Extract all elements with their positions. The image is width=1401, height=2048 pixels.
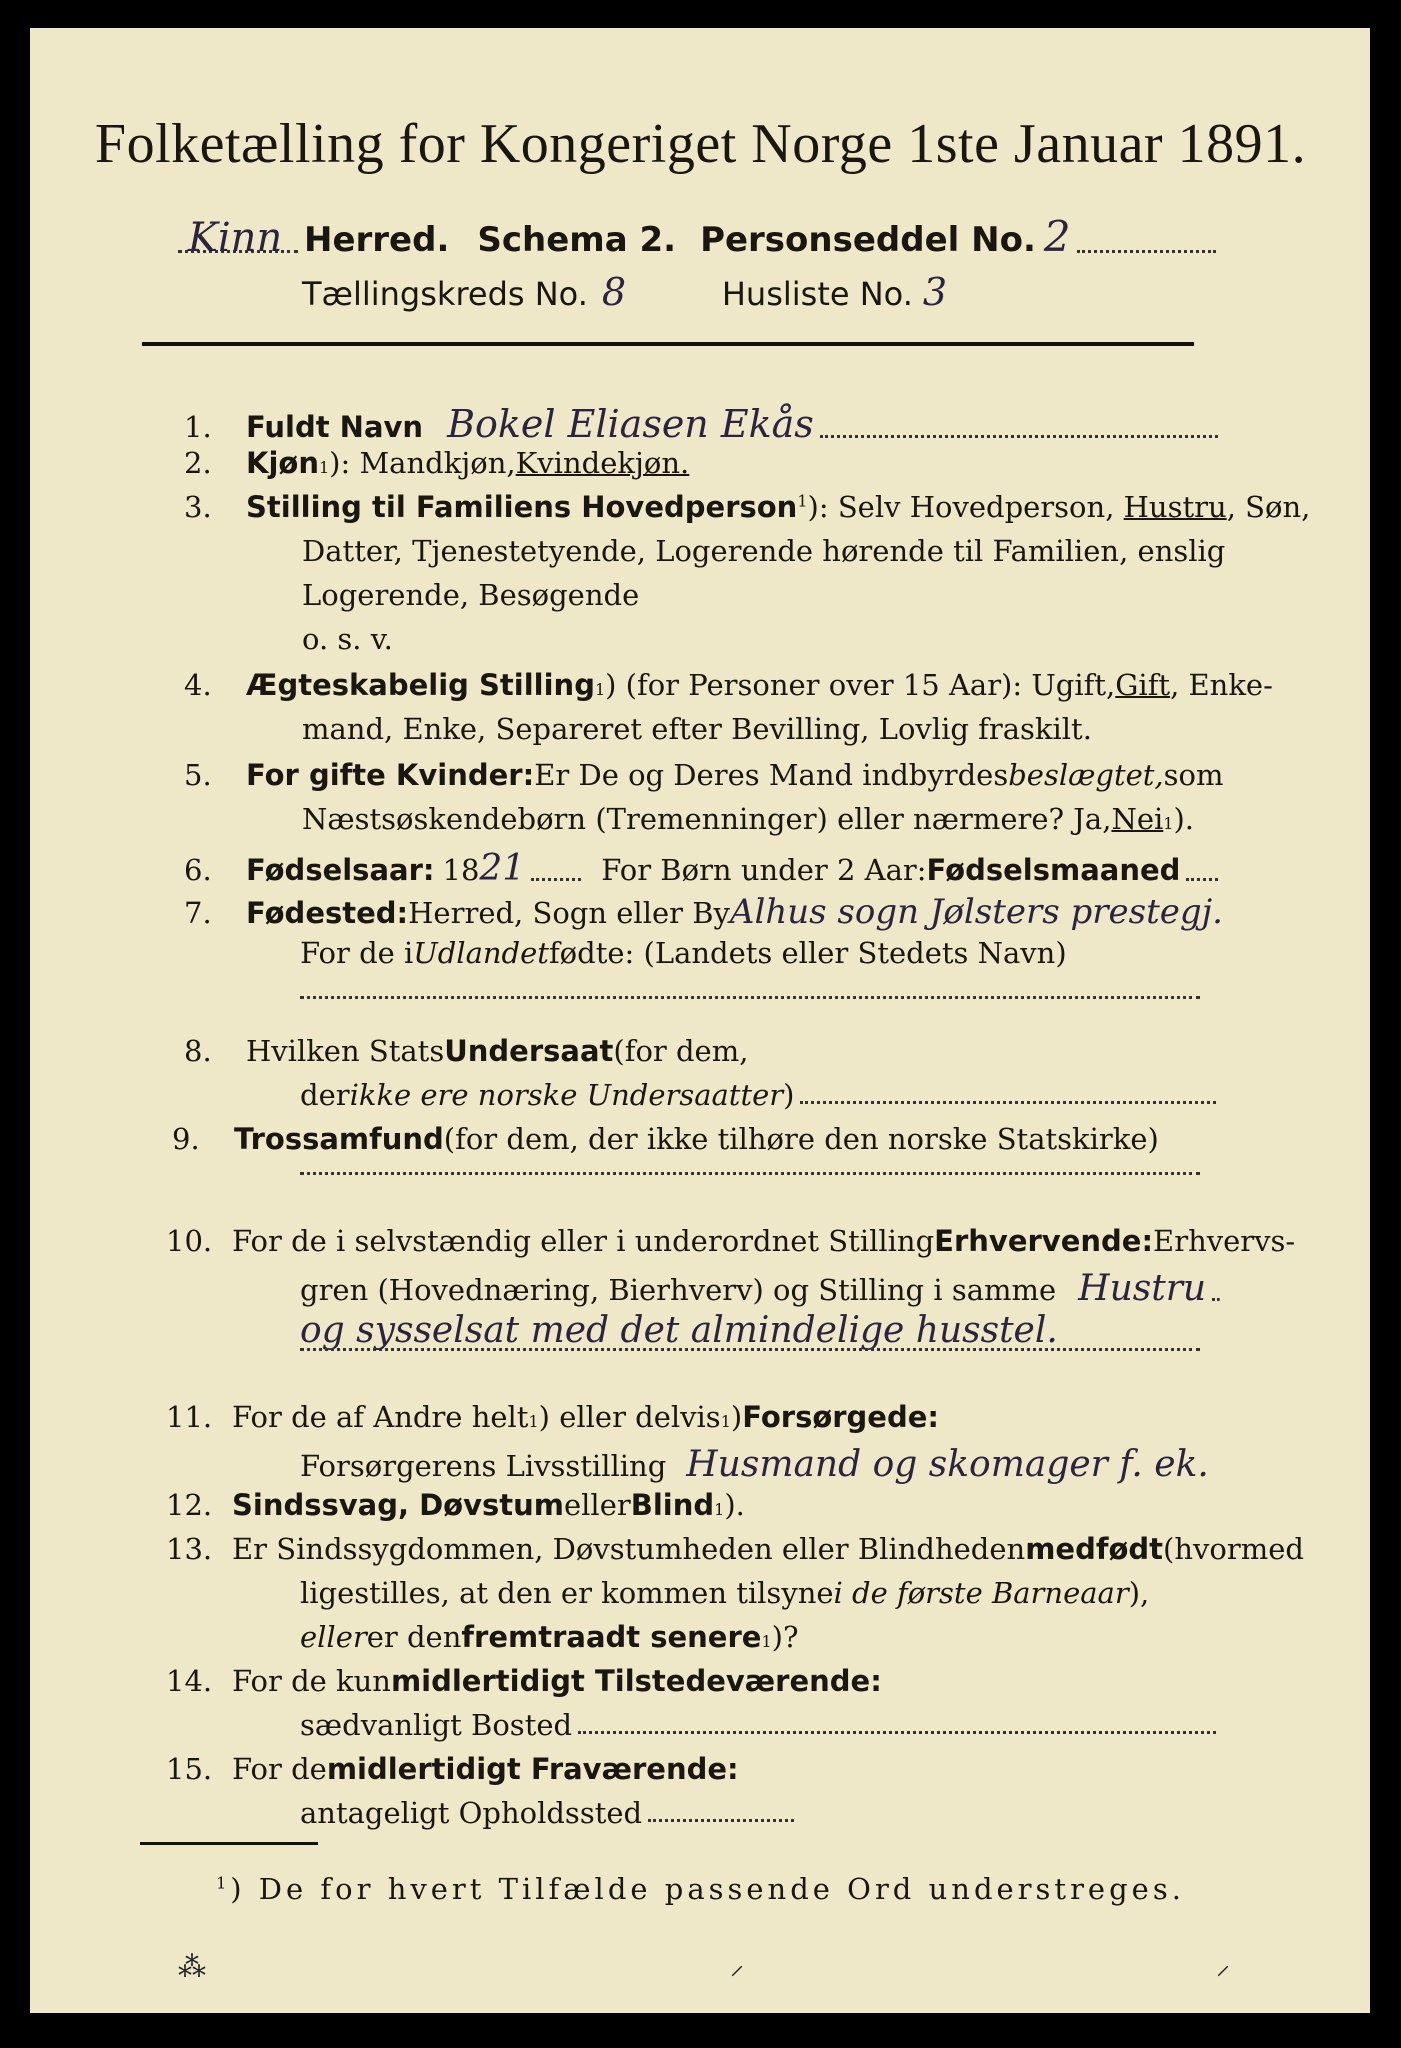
- field-text: ): [730, 1400, 743, 1434]
- field-text: i de første Barneaar: [833, 1576, 1129, 1610]
- field-number: 15.: [166, 1752, 213, 1786]
- herred-value: Kinn: [188, 215, 283, 261]
- field-text: (for dem, der ikke tilhøre den norske Statskirke): [443, 1122, 1159, 1156]
- field-15: [166, 1752, 739, 1786]
- field-text: der: [300, 1078, 350, 1112]
- field-text: beslægtet,: [1008, 758, 1164, 792]
- field-text: For de i selvstændig eller i underordnet Stilling: [232, 1224, 935, 1258]
- field-number: 14.: [166, 1664, 213, 1698]
- dots: [531, 878, 581, 881]
- footnote-ref: 1: [714, 1500, 725, 1519]
- dots: [1212, 1298, 1220, 1301]
- footnote-ref: 1: [318, 458, 330, 477]
- schema-label: Schema 2.: [477, 220, 677, 260]
- field-text: gren (Hovednæring, Bierhverv) og Stilling i samme: [300, 1273, 1057, 1307]
- tellingskreds-label: Tællingskreds No.: [302, 275, 588, 313]
- field-text: ) (for Personer over 15 Aar): Ugift,: [605, 668, 1116, 702]
- blank-line: [300, 1348, 1200, 1351]
- field-text: ikke ere norske Undersaatter: [349, 1078, 784, 1112]
- footnote-ref: 1: [528, 1412, 539, 1431]
- footnote: [0, 1872, 1401, 1906]
- field-14: [166, 1664, 882, 1698]
- field-3-line3: Logerende, Besøgende: [302, 578, 640, 612]
- occupation-value-continued: og sysselsat med det almindelige husstel.: [300, 1310, 1058, 1351]
- field-4-line2: mand, Enke, Separeret efter Bevilling, Lovlig fraskilt.: [302, 712, 1092, 746]
- field-12: [166, 1488, 745, 1522]
- dots: [578, 1731, 1216, 1734]
- field-label: Fødested:: [246, 896, 409, 930]
- field-text: , Søn,: [1226, 490, 1311, 524]
- occupation-value: Hustru: [1078, 1268, 1207, 1309]
- dots: [648, 1819, 794, 1822]
- field-2: [184, 446, 689, 480]
- field-text: som: [1163, 758, 1224, 792]
- field-text: eller: [564, 1488, 631, 1522]
- field-label: midlertidigt Fraværende:: [326, 1752, 739, 1786]
- field-15-line2: [300, 1796, 800, 1830]
- field-text: sædvanligt Bosted: [300, 1708, 573, 1742]
- ink-mark: ⁂: [178, 1950, 206, 1983]
- field-number: 8.: [184, 1034, 212, 1068]
- field-3-line4: o. s. v.: [302, 622, 393, 656]
- field-text: Er Sindssygdommen, Døvstumheden eller Blindheden: [232, 1532, 1026, 1566]
- field-label: fremtraadt senere: [461, 1620, 762, 1654]
- field-text: For de i: [300, 936, 414, 970]
- field-11: [166, 1400, 939, 1434]
- field-text: For de: [232, 1752, 327, 1786]
- field-7-line2: [300, 936, 1067, 970]
- field-number: 13.: [166, 1532, 213, 1566]
- field-text: Hvilken Stats: [246, 1034, 445, 1068]
- field-text: , Enke-: [1170, 668, 1273, 702]
- field-text: fødte: (Landets eller Stedets Navn): [548, 936, 1067, 970]
- field-text: ): [783, 1078, 795, 1112]
- field-label: Undersaat: [444, 1034, 614, 1068]
- field-number: 7.: [184, 896, 212, 930]
- tellingskreds-value: 8: [601, 270, 627, 314]
- field-text: For de af Andre helt: [232, 1400, 529, 1434]
- field-text: Erhvervs-: [1153, 1224, 1296, 1258]
- field-label: Stilling til Familiens Hovedperson: [246, 490, 798, 524]
- footnote-ref: 1: [216, 1873, 231, 1893]
- field-text: Forsørgerens Livsstilling: [300, 1449, 667, 1483]
- herred-row: [172, 212, 1222, 261]
- field-10: [166, 1224, 1295, 1258]
- field-text: Er De og Deres Mand indbyrdes: [534, 758, 1009, 792]
- field-text: For Børn under 2 Aar:: [601, 853, 927, 887]
- field-text: ),: [1128, 1576, 1150, 1610]
- footnote-ref: 1: [761, 1632, 772, 1651]
- header-rule: [142, 342, 1194, 346]
- field-label: Trossamfund: [234, 1122, 444, 1156]
- field-10-line3: [300, 1310, 1290, 1351]
- dots: [800, 1101, 1216, 1104]
- underlined-option: Hustru: [1123, 490, 1227, 524]
- field-4: [184, 668, 1273, 702]
- field-label: Fødselsmaaned: [926, 853, 1181, 887]
- birthplace-value: Alhus sogn Jølsters prestegj.: [729, 892, 1223, 932]
- personseddel-label: Personseddel No.: [700, 220, 1036, 260]
- field-number: 12.: [166, 1488, 213, 1522]
- field-9: [172, 1122, 1159, 1156]
- field-label: For gifte Kvinder:: [246, 758, 535, 792]
- field-text: er den: [366, 1620, 462, 1654]
- husliste-value: 3: [922, 270, 948, 314]
- field-label: Blind: [630, 1488, 715, 1522]
- field-6: [184, 848, 1224, 889]
- field-label: Forsørgede:: [742, 1400, 940, 1434]
- field-11-line2: [300, 1444, 1360, 1485]
- provider-occupation-value: Husmand og skomager f. ek.: [686, 1444, 1209, 1485]
- dots: [820, 435, 1218, 438]
- field-label: medfødt: [1025, 1532, 1164, 1566]
- dots: [1186, 878, 1218, 881]
- field-text: ) eller delvis: [538, 1400, 721, 1434]
- field-13: [166, 1532, 1304, 1566]
- field-14-line2: [300, 1708, 1222, 1742]
- field-number: 4.: [184, 668, 212, 702]
- field-number: 5.: [184, 758, 212, 792]
- dots: [1077, 250, 1216, 253]
- field-label: Fødselsaar:: [246, 853, 435, 887]
- field-1: [184, 402, 1224, 446]
- full-name-value: Bokel Eliasen Ekås: [447, 402, 814, 446]
- field-13-line2: [300, 1576, 1149, 1610]
- field-text: )?: [771, 1620, 799, 1654]
- field-number: 6.: [184, 853, 212, 887]
- underlined-option: Gift: [1115, 668, 1171, 702]
- field-label: Kjøn: [246, 446, 319, 480]
- footnote-ref: 1: [1163, 814, 1174, 833]
- field-text: antageligt Opholdssted: [300, 1796, 643, 1830]
- footnote-text: ) De for hvert Tilfælde passende Ord understreges.: [230, 1872, 1185, 1906]
- field-text: ligestilles, at den er kommen tilsyne: [300, 1576, 834, 1610]
- field-number: 1.: [184, 410, 212, 444]
- field-5: [184, 758, 1223, 792]
- field-text: Udlandet: [413, 936, 549, 970]
- field-text: eller: [300, 1620, 367, 1654]
- tellingskreds-row: [302, 270, 1102, 314]
- field-text: ).: [724, 1488, 745, 1522]
- field-number: 2.: [184, 446, 212, 480]
- ink-mark: ⸝: [730, 1948, 745, 1981]
- field-text: Næstsøskendebørn (Tremenninger) eller nærmere? Ja,: [302, 802, 1112, 836]
- herred-label: Herred.: [304, 220, 450, 260]
- field-label: Sindssvag, Døvstum: [232, 1488, 564, 1522]
- field-text: ): Mandkjøn,: [329, 446, 516, 480]
- blank-line: [300, 996, 1200, 999]
- field-3: [184, 490, 1311, 524]
- footnote-ref: 1: [720, 1412, 731, 1431]
- field-number: 11.: [166, 1400, 213, 1434]
- blank-line: [300, 1172, 1200, 1175]
- field-label: Ægteskabelig Stilling: [246, 668, 595, 702]
- field-10-line2: [300, 1268, 1226, 1309]
- field-5-line2: [302, 802, 1194, 836]
- personseddel-value: 2: [1043, 212, 1071, 261]
- husliste-label: Husliste No.: [721, 275, 913, 313]
- field-8: [184, 1034, 748, 1068]
- field-label: midlertidigt Tilstedeværende:: [390, 1664, 882, 1698]
- underlined-option: Nei: [1111, 802, 1164, 836]
- form-title: Folketælling for Kongeriget Norge 1ste Januar 1891.: [94, 113, 1307, 175]
- field-3-line2: Datter, Tjenestetyende, Logerende hørende til Familien, enslig: [302, 534, 1226, 568]
- footnote-rule: [140, 1842, 318, 1845]
- field-7: [184, 892, 1234, 932]
- underlined-option: Kvindekjøn.: [515, 446, 690, 480]
- field-13-line3: [300, 1620, 799, 1654]
- footnote-ref: 1: [797, 491, 808, 511]
- field-text: For de kun: [232, 1664, 391, 1698]
- field-number: 3.: [184, 490, 212, 524]
- field-text: (hvormed: [1163, 1532, 1304, 1566]
- field-text: Herred, Sogn eller By: [408, 896, 730, 930]
- field-text: (for dem,: [613, 1034, 749, 1068]
- field-label: Fuldt Navn: [246, 410, 424, 444]
- ink-mark: ⸝: [1216, 1948, 1231, 1981]
- field-number: 10.: [166, 1224, 213, 1258]
- field-number: 9.: [172, 1122, 200, 1156]
- field-text: ).: [1173, 802, 1194, 836]
- field-8-line2: [300, 1078, 1222, 1112]
- footnote-ref: 1: [594, 680, 606, 699]
- field-label: Erhvervende:: [934, 1224, 1154, 1258]
- field-text: 18: [442, 853, 480, 887]
- field-text: ): Selv Hovedperson,: [807, 490, 1124, 524]
- birth-year-value: 21: [479, 848, 526, 889]
